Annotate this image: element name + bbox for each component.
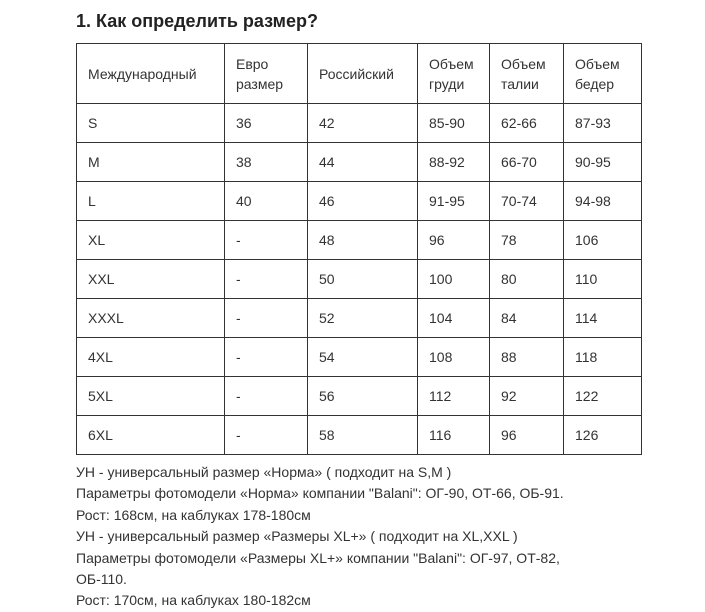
- cell-euro-size: -: [225, 260, 308, 299]
- cell-russian-size: 46: [308, 182, 418, 221]
- cell-hips: 122: [564, 377, 642, 416]
- note-line: Параметры фотомодели «Норма» компании "Balani": ОГ-90, ОТ-66, ОБ-91.: [76, 485, 564, 502]
- cell-chest: 100: [418, 260, 490, 299]
- table-row: [77, 221, 642, 260]
- cell-euro-size: -: [225, 221, 308, 260]
- table-row: [77, 143, 642, 182]
- header-russian-size: Российский: [308, 44, 418, 104]
- cell-russian-size: 54: [308, 338, 418, 377]
- cell-euro-size: -: [225, 416, 308, 455]
- cell-waist: 80: [490, 260, 564, 299]
- cell-waist: 84: [490, 299, 564, 338]
- cell-chest: 116: [418, 416, 490, 455]
- cell-russian-size: 58: [308, 416, 418, 455]
- header-chest: Объем груди: [418, 44, 490, 104]
- note-line: ОБ-110.: [76, 571, 127, 588]
- table-row: [77, 260, 642, 299]
- cell-hips: 118: [564, 338, 642, 377]
- cell-hips: 94-98: [564, 182, 642, 221]
- cell-international: S: [77, 104, 225, 143]
- table-row: [77, 377, 642, 416]
- cell-hips: 87-93: [564, 104, 642, 143]
- cell-chest: 112: [418, 377, 490, 416]
- cell-international: 5XL: [77, 377, 225, 416]
- note-line: Рост: 170см, на каблуках 180-182см: [76, 592, 311, 609]
- table-row: [77, 338, 642, 377]
- cell-waist: 62-66: [490, 104, 564, 143]
- cell-euro-size: -: [225, 299, 308, 338]
- note-line: УН - универсальный размер «Норма» ( подходит на S,M ): [76, 464, 452, 480]
- cell-waist: 70-74: [490, 182, 564, 221]
- cell-russian-size: 48: [308, 221, 418, 260]
- cell-russian-size: 56: [308, 377, 418, 416]
- note-line: Параметры фотомодели «Размеры XL+» компании "Balani": ОГ-97, ОТ-82,: [76, 549, 560, 566]
- cell-hips: 110: [564, 260, 642, 299]
- table-row: [77, 416, 642, 455]
- header-euro-size: Евро размер: [225, 44, 308, 104]
- header-waist: Объем талии: [490, 44, 564, 104]
- note-line: УН - универсальный размер «Размеры XL+» ( подходит на XL,XXL ): [76, 528, 518, 545]
- table-header-row: [77, 44, 642, 104]
- cell-chest: 88-92: [418, 143, 490, 182]
- page-title: 1. Как определить размер?: [76, 11, 318, 31]
- header-international: Международный: [77, 44, 225, 104]
- size-table: [76, 43, 642, 455]
- cell-russian-size: 44: [308, 143, 418, 182]
- table-row: [77, 104, 642, 143]
- cell-euro-size: -: [225, 377, 308, 416]
- size-notes: [76, 462, 666, 612]
- cell-chest: 104: [418, 299, 490, 338]
- cell-hips: 106: [564, 221, 642, 260]
- note-line: Рост: 168см, на каблуках 178-180см: [76, 506, 311, 523]
- cell-international: XXL: [77, 260, 225, 299]
- cell-euro-size: 36: [225, 104, 308, 143]
- cell-waist: 88: [490, 338, 564, 377]
- cell-international: XXXL: [77, 299, 225, 338]
- cell-international: M: [77, 143, 225, 182]
- cell-international: XL: [77, 221, 225, 260]
- header-hips: Объем бедер: [564, 44, 642, 104]
- cell-chest: 108: [418, 338, 490, 377]
- cell-international: 4XL: [77, 338, 225, 377]
- cell-chest: 85-90: [418, 104, 490, 143]
- cell-hips: 90-95: [564, 143, 642, 182]
- cell-russian-size: 50: [308, 260, 418, 299]
- cell-chest: 96: [418, 221, 490, 260]
- cell-hips: 114: [564, 299, 642, 338]
- cell-russian-size: 52: [308, 299, 418, 338]
- cell-chest: 91-95: [418, 182, 490, 221]
- cell-russian-size: 42: [308, 104, 418, 143]
- cell-hips: 126: [564, 416, 642, 455]
- table-row: [77, 182, 642, 221]
- cell-international: L: [77, 182, 225, 221]
- cell-waist: 78: [490, 221, 564, 260]
- cell-waist: 92: [490, 377, 564, 416]
- table-row: [77, 299, 642, 338]
- cell-waist: 96: [490, 416, 564, 455]
- cell-euro-size: 38: [225, 143, 308, 182]
- cell-international: 6XL: [77, 416, 225, 455]
- cell-euro-size: 40: [225, 182, 308, 221]
- cell-waist: 66-70: [490, 143, 564, 182]
- cell-euro-size: -: [225, 338, 308, 377]
